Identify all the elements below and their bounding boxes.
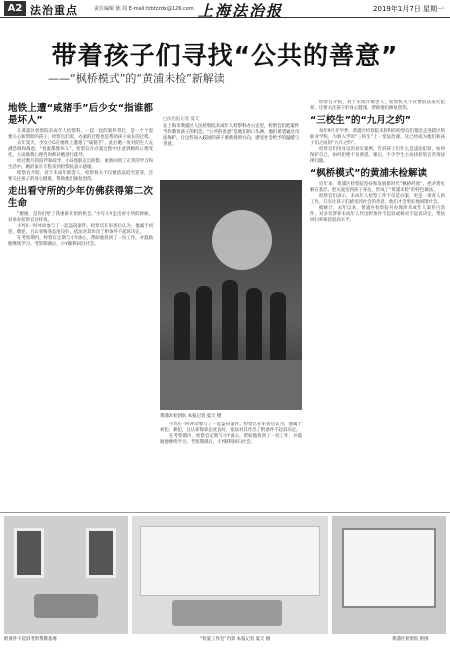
photo-bottom-middle xyxy=(132,516,328,634)
page-number: A2 xyxy=(4,1,26,16)
caption-bottom-middle-photo: “检爱工作室”内景 本报记者 夏天 摄 xyxy=(200,637,271,642)
paragraph: 检察官介绍，对于未成年被害人，检察机关不仅要依法追究犯罪，还要关注孩子的身心健康，帮助他们修复创伤。 xyxy=(310,100,445,111)
paragraph: 小Y因一时冲动参与了一起盗窃案件。检察官在审查后认为，他属于初犯、偶犯，且认罪悔罪态度良好，依法对其作出了附条件不起诉决定。 xyxy=(8,224,153,235)
person-silhouette xyxy=(222,280,238,360)
paragraph: 检察官们表示，未成年人检察工作不仅是办案，更是一项育人的工作。只有让孩子们感受到社会的善意，他们才会更好地回馈社会。 xyxy=(310,194,445,205)
caption-center-photo: 黄浦未检团队 本报记者 夏天 摄 xyxy=(160,414,222,419)
divider xyxy=(0,512,450,513)
section-name: 法治重点 xyxy=(30,4,78,17)
paragraph: 在考察期内，检察官定期与小Y谈心，帮助他找到了一份工作，并鼓励他继续学习。考察期满后，小Y顺利回归社会。 xyxy=(160,434,302,445)
window xyxy=(14,528,44,578)
section-heading-4: “枫桥模式”的黄浦未检解读 xyxy=(310,168,427,179)
paragraph: 在黄浦区检察院未成年人检察科，一起一起的案件背后，是一个个需要关心和帮助的孩子。检察官们说，办案的过程也是帮助孩子成长的过程。 xyxy=(8,129,153,140)
masthead xyxy=(0,0,450,18)
bookshelf xyxy=(342,528,436,608)
window xyxy=(86,528,116,578)
paragraph: 检察官们用身边的真实案例，告诉孩子们什么是违法犯罪，如何保护自己，如何拒绝不良诱惑。课后，不少学生主动找检察官咨询法律问题。 xyxy=(310,147,445,164)
article-headline: 带着孩子们寻找“公共的善意” xyxy=(51,41,399,70)
person-silhouette xyxy=(174,292,190,360)
column-center-lower xyxy=(160,422,302,510)
column-right xyxy=(310,100,445,510)
issue-date: 2019年1月7日 星期一 xyxy=(373,5,444,13)
column-left xyxy=(8,100,153,510)
photo-bottom-right xyxy=(332,516,446,634)
paragraph: 经过数月的陪伴和疏导，小G逐渐走出阴影，重新回到了正常的学习和生活中。她的家长专程来到检察院表示感谢。 xyxy=(8,159,153,170)
caption-bottom-left-photo: 附条件不起诉考察帮教基地 xyxy=(4,637,57,642)
paragraph: “谢谢，是你们给了我重新开始的机会。”少年小Y走出看守所的时候，对承办检察官这样说。 xyxy=(8,212,153,223)
photo-prosecutor-team xyxy=(160,180,302,410)
section-heading-1: 地铁上遭“咸猪手”后少女“指谁都是坏人” xyxy=(8,103,153,126)
paragraph: 小Y因一时冲动参与了一起盗窃案件。检察官在审查后认为，他属于初犯、偶犯，且认罪悔罪态度良好，依法对其作出了附条件不起诉决定。 xyxy=(160,422,302,433)
section-heading-3: “三校生”的“九月之约” xyxy=(310,115,411,126)
paragraph: 检察官介绍，对于未成年被害人，检察机关不仅要依法追究犯罪，还要关注孩子的身心健康，帮助他们修复创伤。 xyxy=(8,171,153,182)
newspaper-logo: 上海法治报 xyxy=(198,2,284,20)
sign-emblem xyxy=(212,210,272,270)
paragraph: 近年来，黄浦区检察院坚持和发展新时代“枫桥经验”，把矛盾化解在基层，把关爱送到孩子身边，形成了“黄浦未检”的特色做法。 xyxy=(310,182,445,193)
section-heading-2: 走出看守所的少年仿佛获得第二次生命 xyxy=(8,186,153,209)
display-shelf xyxy=(140,526,320,596)
floor xyxy=(160,360,302,410)
person-silhouette xyxy=(270,292,286,360)
person-silhouette xyxy=(196,286,212,360)
article-subheadline: ——“枫桥模式”的“黄浦未检”新解读 xyxy=(48,72,225,85)
editor-info: 责任编辑 陈 周 E-mail:fzbfzzdx@126.com xyxy=(94,6,194,12)
paragraph: 去年夏天，少女小G在地铁上遭遇了“咸猪手”，此后她一度对陌生人充满恐惧和敌意，“看谁都像坏人”。检察官在办案过程中注意到她的心理变化，主动联系心理咨询师对她进行疏导。 xyxy=(8,141,153,158)
table xyxy=(172,600,282,626)
intro-box: 在上海市黄浦区人民检察院未成年人检察科办公室里，检察官们把案件当作教育孩子的机会。“公共的善意”是他们的口头禅，他们希望通过司法保护，让这些误入歧途的孩子重新找到方向，感受社会给予的温暖与善意。 xyxy=(163,124,300,147)
paragraph: 据统计，去年以来，黄浦区检察院共办理涉未成年人案件百余件，对多名涉罪未成年人作出附条件不起诉或相对不起诉决定，帮扶回归率保持较高水平。 xyxy=(310,206,445,223)
paragraph: 在考察期内，检察官定期与小Y谈心，帮助他找到了一份工作，并鼓励他继续学习。考察期满后，小Y顺利回归社会。 xyxy=(8,236,153,247)
paragraph: 每年9月开学季，黄浦区检察院未检科的检察官们都会走进辖区的职业学校，为新入学的“三校生”上一堂法治课。这已经成为他们和孩子们之间的“九月之约”。 xyxy=(310,129,445,146)
person-silhouette xyxy=(246,288,262,360)
caption-bottom-right-photo: 黄浦区检察院 供图 xyxy=(392,637,429,642)
table xyxy=(34,594,98,618)
reporter-byline: □法治报记者 夏天 xyxy=(163,117,200,122)
photo-bottom-left xyxy=(4,516,128,634)
